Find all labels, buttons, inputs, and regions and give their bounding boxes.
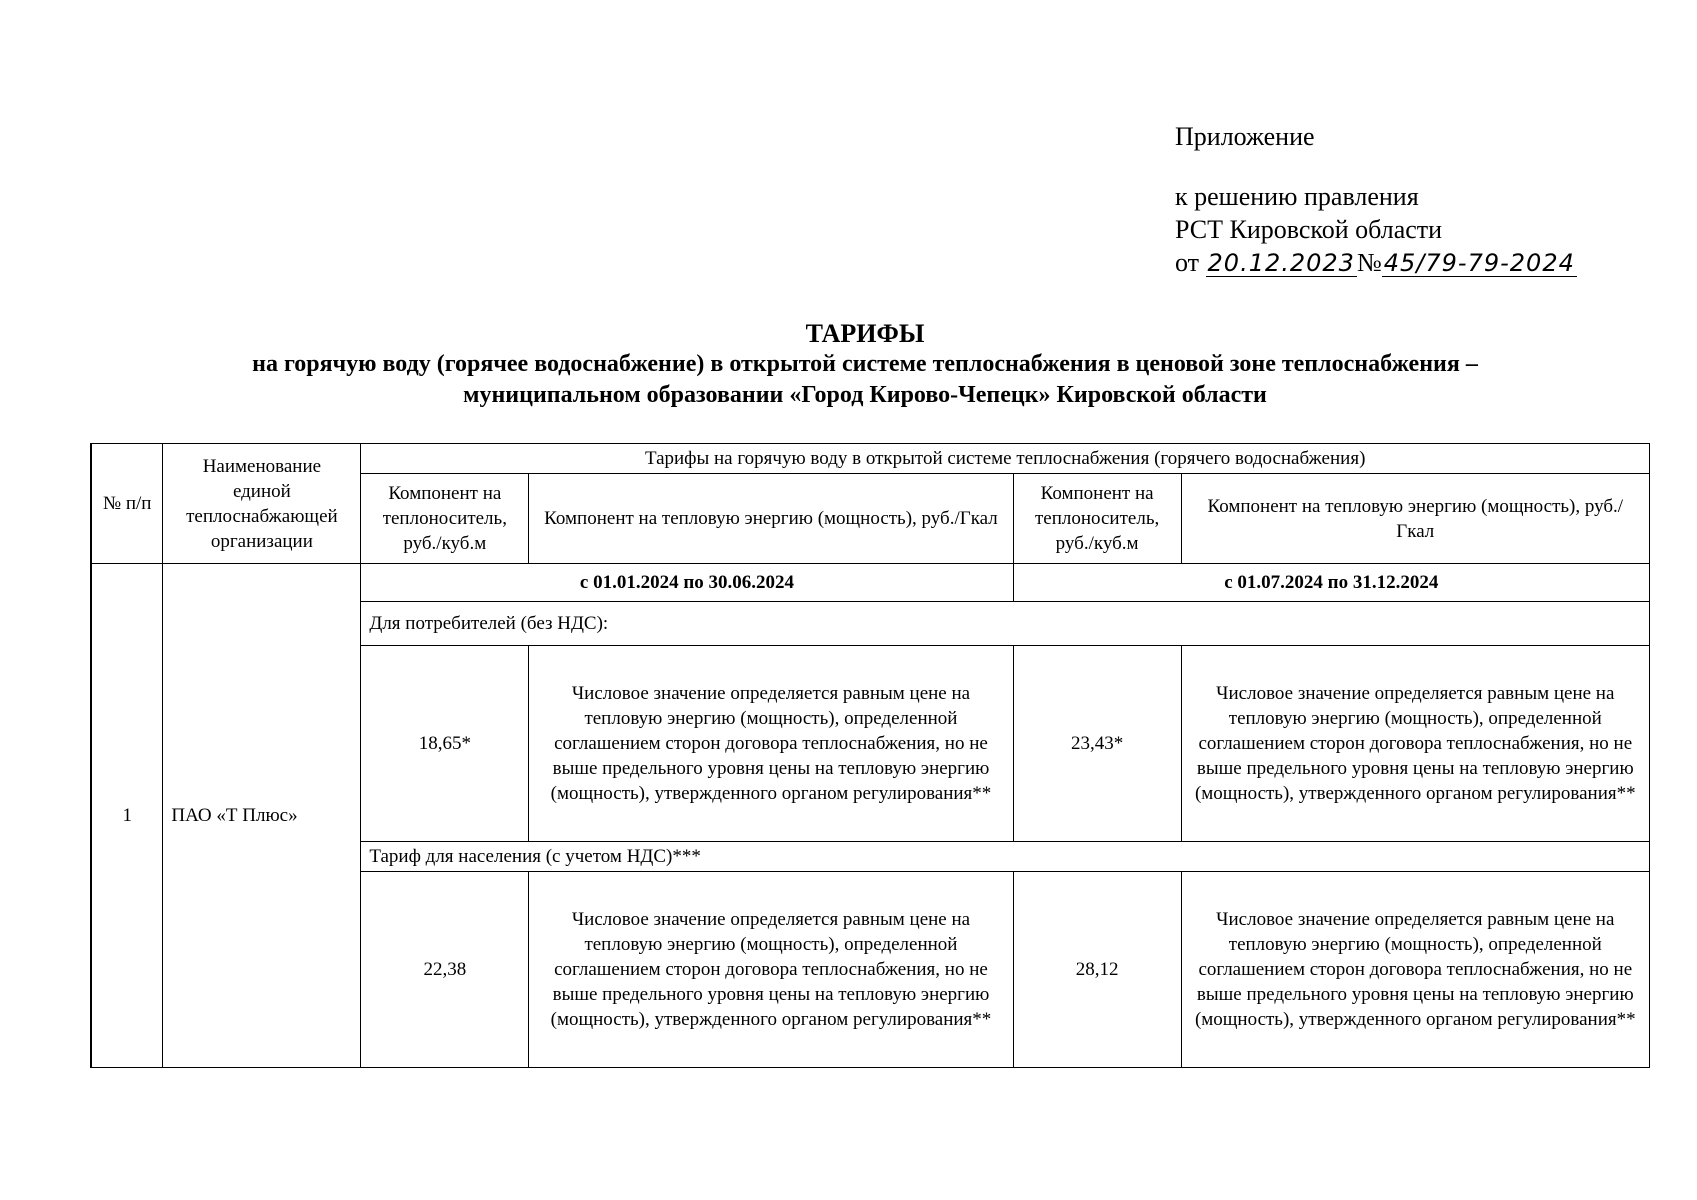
header-energy-p1: Компонент на тепловую энергию (мощность), руб./Гкал: [529, 474, 1013, 564]
period-1: с 01.01.2024 по 30.06.2024: [361, 564, 1013, 602]
consumers-energy-p2: Числовое значение определяется равным цене на тепловую энергию (мощность), определенной соглашением сторон договора теплоснабжения, но не выше предельного уровня цены на тепловую энергию (мощность), утвержденного органом регулирования**: [1181, 646, 1649, 842]
consumers-energy-p1: Числовое значение определяется равным цене на тепловую энергию (мощность), определенной соглашением сторон договора теплоснабжения, но не выше предельного уровня цены на тепловую энергию (мощность), утвержденного органом регулирования**: [529, 646, 1013, 842]
decision-date: 20.12.2023: [1207, 249, 1355, 277]
section-consumers: Для потребителей (без НДС):: [361, 602, 1650, 646]
consumers-carrier-p2: 23,43*: [1013, 646, 1181, 842]
population-energy-p1: Числовое значение определяется равным цене на тепловую энергию (мощность), определенной соглашением сторон договора теплоснабжения, но не выше предельного уровня цены на тепловую энергию (мощность), утвержденного органом регулирования**: [529, 872, 1013, 1068]
appendix-authority-line: РСТ Кировской области: [1175, 215, 1443, 244]
document-title: [90, 318, 1640, 411]
decision-number: 45/79-79-2024: [1383, 249, 1575, 277]
title-line-2: муниципальном образовании «Город Кирово-Чепецк» Кировской области: [463, 382, 1267, 408]
population-carrier-p2: 28,12: [1013, 872, 1181, 1068]
header-energy-p2: Компонент на тепловую энергию (мощность), руб./Гкал: [1181, 474, 1649, 564]
title-line-1: на горячую воду (горячее водоснабжение) в открытой системе теплоснабжения в ценовой зоне теплоснабжения –: [252, 351, 1478, 377]
organization-name: ПАО «Т Плюс»: [163, 564, 361, 1068]
appendix-title: Приложение: [1175, 122, 1315, 151]
appendix-decision-line: к решению правления: [1175, 182, 1419, 211]
header-carrier-p1: Компонент на теплоноситель, руб./куб.м: [361, 474, 529, 564]
row-number: 1: [91, 564, 163, 1068]
consumers-carrier-p1: 18,65*: [361, 646, 529, 842]
header-org: Наименование единой теплоснабжающей организации: [163, 444, 361, 564]
number-sign: №: [1356, 248, 1382, 277]
table-header-row: [91, 444, 1650, 474]
appendix-block: [1175, 120, 1577, 279]
title-main: ТАРИФЫ: [805, 319, 925, 348]
appendix-date-line: [1175, 246, 1577, 279]
header-num: № п/п: [91, 444, 163, 564]
period-row: [91, 564, 1650, 602]
header-group: Тарифы на горячую воду в открытой системе теплоснабжения (горячего водоснабжения): [361, 444, 1650, 474]
period-2: с 01.07.2024 по 31.12.2024: [1013, 564, 1649, 602]
section-population: Тариф для населения (с учетом НДС)***: [361, 842, 1650, 872]
tariffs-table: [90, 443, 1650, 1068]
population-energy-p2: Числовое значение определяется равным цене на тепловую энергию (мощность), определенной соглашением сторон договора теплоснабжения, но не выше предельного уровня цены на тепловую энергию (мощность), утвержденного органом регулирования**: [1181, 872, 1649, 1068]
header-carrier-p2: Компонент на теплоноситель, руб./куб.м: [1013, 474, 1181, 564]
population-carrier-p1: 22,38: [361, 872, 529, 1068]
date-prefix: от: [1175, 248, 1200, 277]
